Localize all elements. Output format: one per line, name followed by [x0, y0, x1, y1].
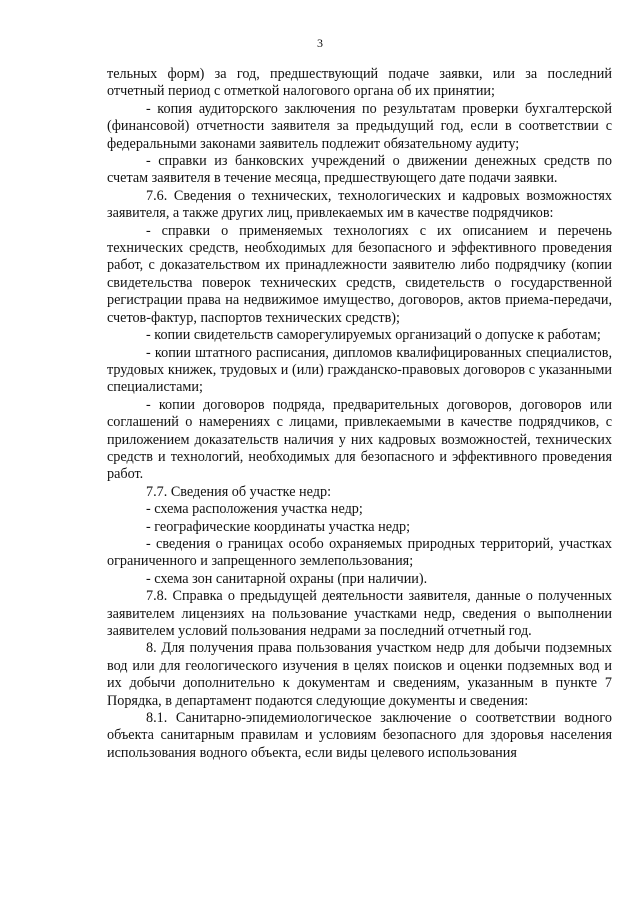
paragraph: 8. Для получения права пользования участком недр для добычи подземных вод или для геологического изучения в целях поисков и оценки подземных вод и их добычи дополнительно к документам и сведениям, указанным в пункте 7 Порядка, в департамент подаются следующие документы и сведения: — [107, 640, 612, 709]
paragraph: - схема расположения участка недр; — [146, 501, 363, 518]
paragraph: - копии свидетельств саморегулируемых организаций о допуске к работам; — [146, 327, 601, 344]
paragraph: - копия аудиторского заключения по результатам проверки бухгалтерской (финансовой) отчетности заявителя за предыдущий год, если в соответствии с федеральными законами заявитель подлежит обязательному аудиту; — [107, 100, 612, 152]
paragraph: - справки из банковских учреждений о движении денежных средств по счетам заявителя в течение месяца, предшествующего дате подачи заявки. — [107, 153, 612, 187]
paragraph: - копии договоров подряда, предварительных договоров, договоров или соглашений о намерениях с лицами, привлекаемыми в качестве подрядчиков, с приложением доказательств наличия у них кадровых возможностей, технических средств и технологий, необходимых для безопасного и эффективного проведения работ. — [107, 396, 612, 483]
paragraph: тельных форм) за год, предшествующий подаче заявки, или за последний отчетный период с отметкой налогового органа об их принятии; — [107, 66, 612, 100]
paragraph: 7.8. Справка о предыдущей деятельности заявителя, данные о полученных заявителем лицензиях на пользование участками недр, сведения о выполнении заявителем условий пользования недрами за последний отчетный год. — [107, 588, 612, 639]
paragraph: - сведения о границах особо охраняемых природных территорий, участках ограниченного и запрещенного землепользования; — [107, 535, 612, 570]
paragraph: - схема зон санитарной охраны (при наличии). — [146, 570, 428, 587]
document-body — [107, 66, 612, 762]
paragraph: 8.1. Санитарно-эпидемиологическое заключение о соответствии водного объекта санитарным правилам и условиям безопасного для здоровья населения использования водного объекта, если виды целевого использования — [107, 710, 612, 761]
paragraph: 7.7. Сведения об участке недр: — [146, 483, 332, 500]
paragraph: - копии штатного расписания, дипломов квалифицированных специалистов, трудовых книжек, трудовых и (или) гражданско-правовых договоров с указанными специалистами; — [107, 344, 612, 396]
paragraph: - справки о применяемых технологиях с их описанием и перечень технических средств, необходимых для безопасного и эффективного проведения работ, с доказательством их принадлежности заявителю либо подрядчику (копии свидетельства поверок технических средств, свидетельств о государственной регистрации права на недвижимое имущество, договоров, актов приема-передачи, счетов-фактур, паспортов технических средств); — [107, 222, 612, 326]
paragraph: 7.6. Сведения о технических, технологических и кадровых возможностях заявителя, а также других лиц, привлекаемых им в качестве подрядчиков: — [107, 187, 612, 222]
paragraph: - географические координаты участка недр; — [146, 518, 411, 535]
page-number: 3 — [317, 36, 323, 50]
